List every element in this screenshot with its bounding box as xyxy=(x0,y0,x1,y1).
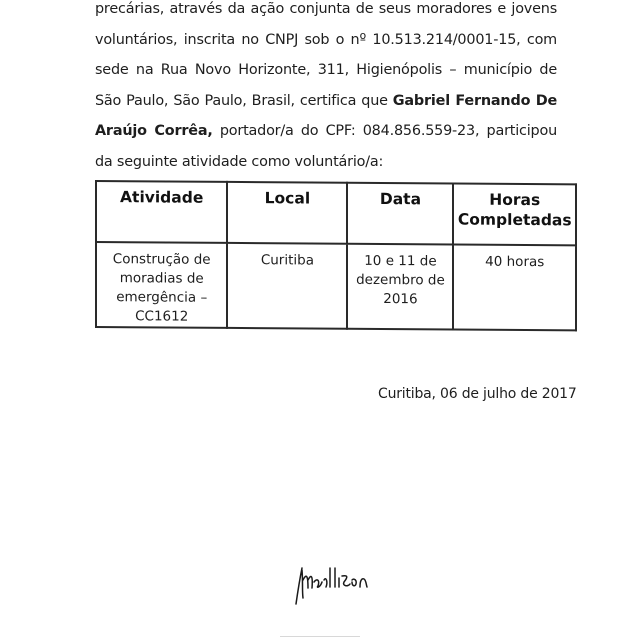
volunteer-name: Gabriel Fernando De Araújo Corrêa, xyxy=(95,92,558,139)
header-horas-line-1: Horas xyxy=(489,190,541,210)
cell-atividade-text: Construção de moradias de emergência – CC1612 xyxy=(112,251,211,325)
header-local: Local xyxy=(227,182,347,244)
header-horas-completadas xyxy=(453,184,576,246)
header-horas-line-2: Completadas xyxy=(457,210,572,230)
paragraph-line-4: Paulo, Brasil, certifica que xyxy=(204,92,393,109)
paragraph-line-5: portador/a do CPF: 084.856.559-23, participou da seguinte atividade xyxy=(95,123,558,170)
paragraph-line-2: voluntários, inscrita no CNPJ sob o nº 10.513.214/0001-15, com sede xyxy=(95,31,557,78)
header-data: Data xyxy=(347,183,453,245)
cell-local: Curitiba xyxy=(227,243,347,329)
activity-table xyxy=(95,180,577,331)
certificate-body-paragraph xyxy=(95,0,557,177)
cell-data-text: 10 e 11 de dezembro de 2016 xyxy=(356,252,445,308)
paragraph-line-3: na Rua Novo Horizonte, 311, Higienópolis – município de São Paulo, São xyxy=(95,62,557,109)
table-header-row xyxy=(96,181,576,245)
cell-horas: 40 horas xyxy=(453,245,576,331)
paragraph-line-6: como voluntário/a: xyxy=(251,153,384,170)
header-atividade: Atividade xyxy=(96,181,227,243)
signature-line xyxy=(280,636,360,637)
cell-atividade xyxy=(96,242,227,328)
place-and-date: Curitiba, 06 de julho de 2017 xyxy=(378,386,577,402)
signature-mark xyxy=(290,560,380,610)
paragraph-line-1: precárias, através da ação conjunta de seus moradores e jovens xyxy=(95,1,557,17)
cell-data xyxy=(347,244,453,330)
table-row xyxy=(96,242,576,330)
